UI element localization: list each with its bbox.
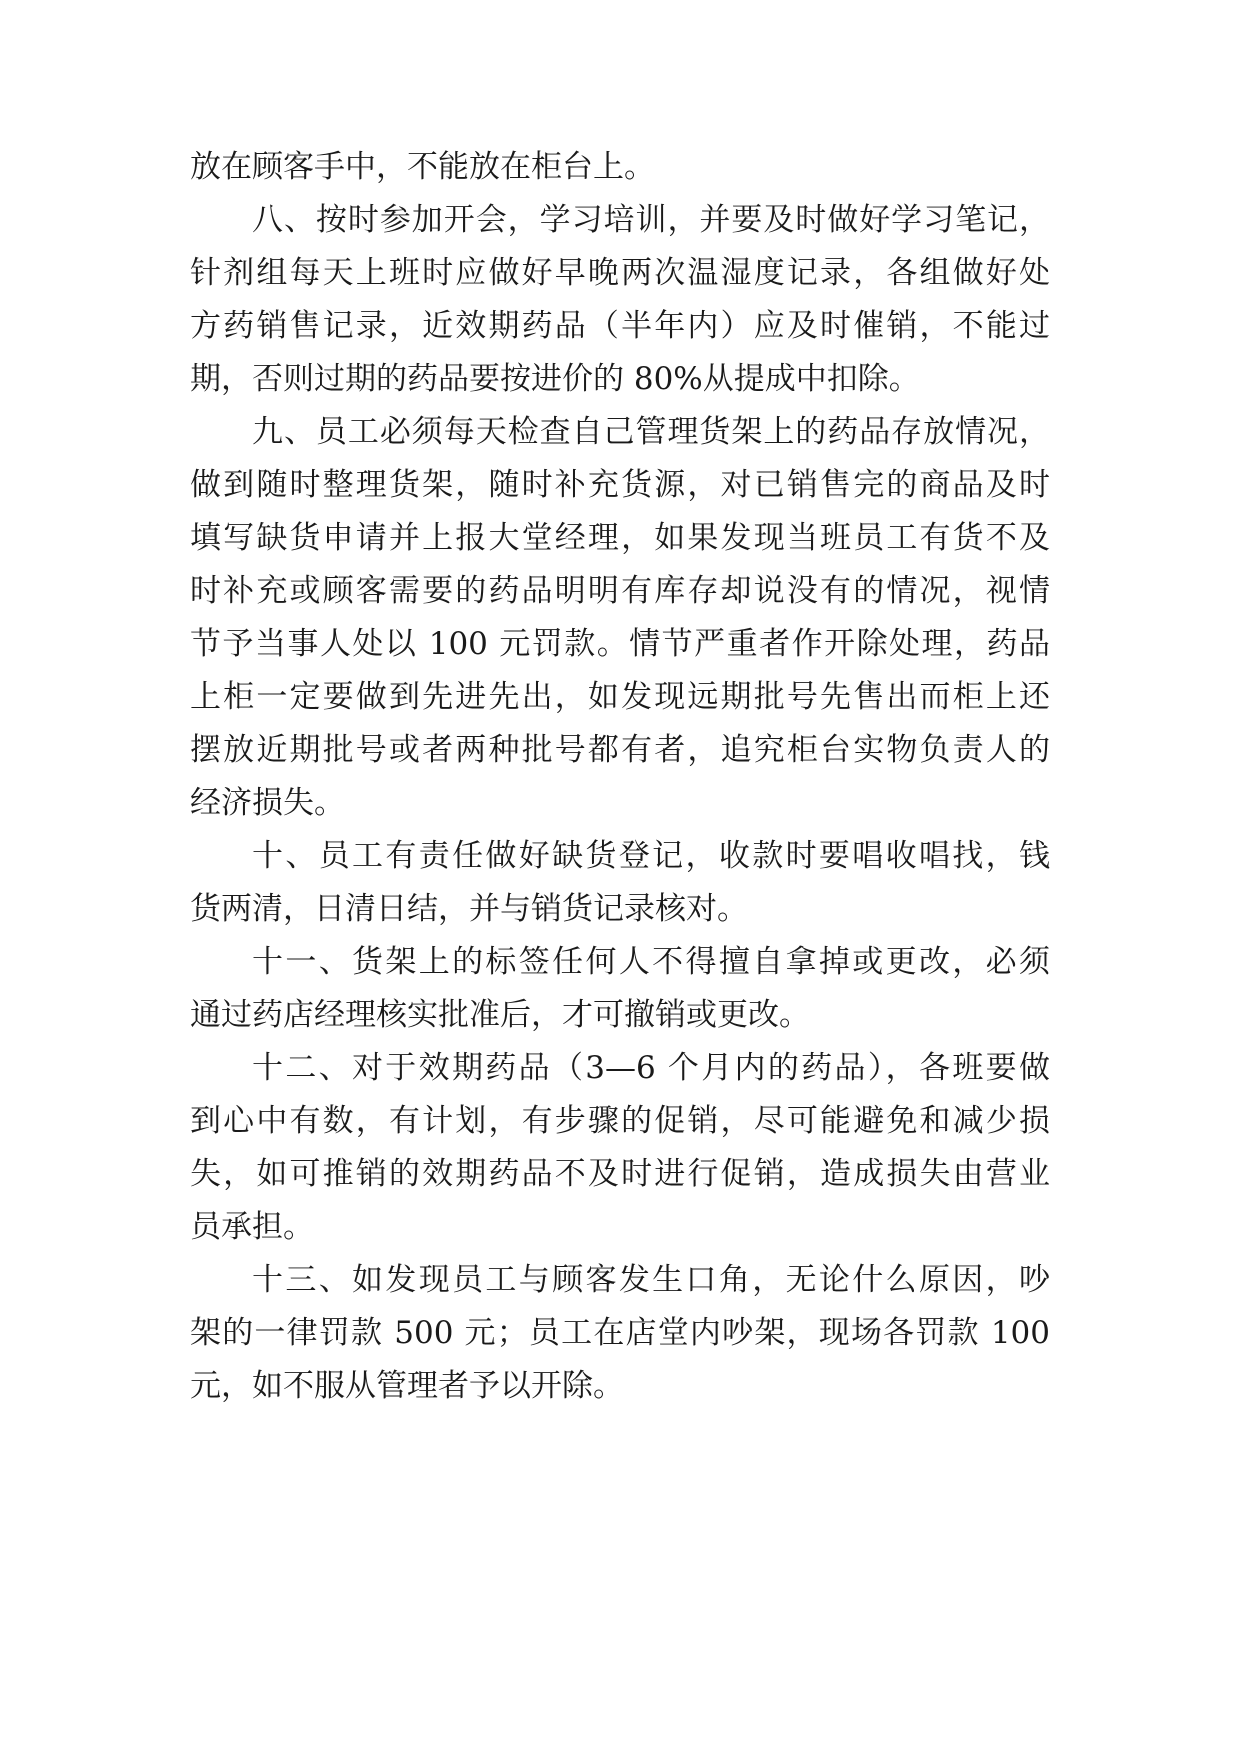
- paragraph-9-line-3: 填写缺货申请并上报大堂经理，如果发现当班员工有货不及: [190, 520, 1050, 556]
- paragraph-9-line-8: 经济损失。: [190, 785, 345, 821]
- paragraph-13-line-1: 十三、如发现员工与顾客发生口角，无论什么原因，吵: [252, 1262, 1050, 1298]
- paragraph-12-line-4: 员承担。: [190, 1209, 314, 1245]
- paragraph-8-line-1: 八、按时参加开会，学习培训，并要及时做好学习笔记，: [252, 202, 1050, 238]
- paragraph-9-line-5: 节予当事人处以 100 元罚款。情节严重者作开除处理，药品: [190, 626, 1050, 662]
- paragraph-9-line-6: 上柜一定要做到先进先出，如发现远期批号先售出而柜上还: [190, 679, 1050, 715]
- paragraph-9-line-2: 做到随时整理货架，随时补充货源，对已销售完的商品及时: [190, 467, 1050, 503]
- paragraph-13-line-3: 元，如不服从管理者予以开除。: [190, 1368, 624, 1404]
- paragraph-10-line-1: 十、员工有责任做好缺货登记，收款时要唱收唱找，钱: [252, 838, 1050, 874]
- paragraph-11-line-1: 十一、货架上的标签任何人不得擅自拿掉或更改，必须: [252, 944, 1050, 980]
- paragraph-9-line-1: 九、员工必须每天检查自己管理货架上的药品存放情况，: [252, 414, 1050, 450]
- paragraph-8-line-3: 方药销售记录，近效期药品（半年内）应及时催销，不能过: [190, 308, 1050, 344]
- paragraph-8-line-2: 针剂组每天上班时应做好早晚两次温湿度记录，各组做好处: [190, 255, 1050, 291]
- paragraph-12-line-1: 十二、对于效期药品（3—6 个月内的药品），各班要做: [252, 1050, 1050, 1086]
- paragraph-8-line-4: 期，否则过期的药品要按进价的 80%从提成中扣除。: [190, 361, 920, 397]
- paragraph-13-line-2: 架的一律罚款 500 元；员工在店堂内吵架，现场各罚款 100: [190, 1315, 1050, 1351]
- paragraph-11-line-2: 通过药店经理核实批准后，才可撤销或更改。: [190, 997, 810, 1033]
- paragraph-12-line-2: 到心中有数，有计划，有步骤的促销，尽可能避免和减少损: [190, 1103, 1050, 1139]
- paragraph-9-line-4: 时补充或顾客需要的药品明明有库存却说没有的情况，视情: [190, 573, 1050, 609]
- paragraph-12-line-3: 失，如可推销的效期药品不及时进行促销，造成损失由营业: [190, 1156, 1050, 1192]
- paragraph-7-line-3: 放在顾客手中，不能放在柜台上。: [190, 149, 655, 185]
- paragraph-9-line-7: 摆放近期批号或者两种批号都有者，追究柜台实物负责人的: [190, 732, 1050, 768]
- paragraph-10-line-2: 货两清，日清日结，并与销货记录核对。: [190, 891, 748, 927]
